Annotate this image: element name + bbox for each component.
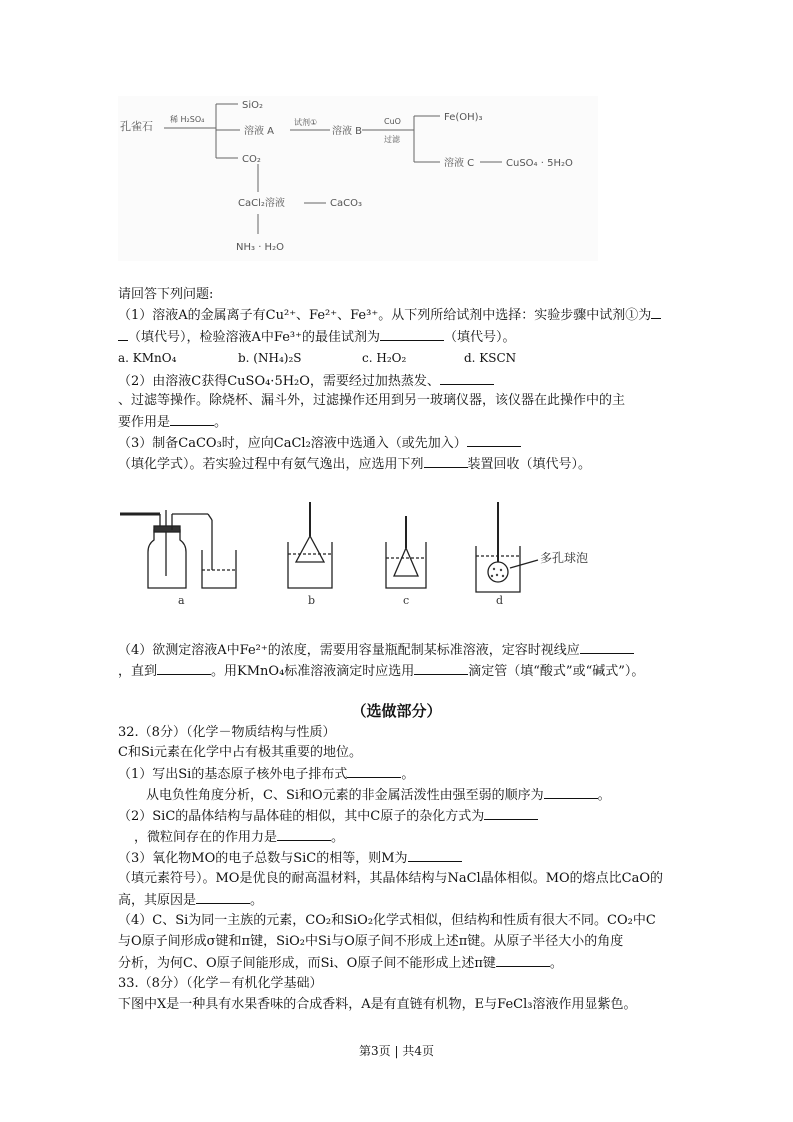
q4-text: ，直到: [118, 664, 158, 679]
q4-line2: [118, 662, 644, 680]
q32-text: ，微粒间存在的作用力是: [134, 830, 278, 845]
answer-blank[interactable]: [277, 828, 331, 841]
answer-blank[interactable]: [380, 328, 444, 341]
flow-caco3: CaCO₃: [330, 198, 362, 209]
q32-1: [118, 765, 414, 783]
q32-text: 。: [331, 830, 345, 845]
q4-text: （4）欲测定溶液A中Fe²⁺的浓度，需要用容量瓶配制某标准溶液，定容时视线应: [118, 643, 580, 658]
q3-line1: [118, 434, 521, 452]
answer-blank[interactable]: [414, 662, 468, 675]
apparatus-label-a: a: [178, 594, 185, 607]
q32-text: （3）氧化物MO的电子总数与SiC的相等，则M为: [118, 851, 408, 866]
flow-solB: 溶液 B: [332, 126, 363, 137]
q4-line1: [118, 641, 634, 659]
flow-feoh3: Fe(OH)₃: [444, 112, 483, 123]
q32-4-cont1: 与O原子间形成σ键和π键，SiO₂中Si与O原子间不形成上述π键。从原子半径大小的角度: [118, 934, 624, 949]
answer-blank[interactable]: [440, 372, 494, 385]
flow-cuo: CuO: [384, 117, 401, 126]
apparatus-label-b: b: [308, 594, 316, 607]
flow-filter: 过滤: [384, 135, 400, 144]
q1-text: （填代号），检验溶液A中Fe³⁺的最佳试剂为: [128, 330, 380, 345]
q1-text: （填代号）。: [443, 330, 516, 345]
q33-title: 33.（8分）（化学－有机化学基础）: [118, 976, 323, 991]
q2-text: 。: [214, 415, 228, 430]
flow-cuso4: CuSO₄ · 5H₂O: [506, 158, 573, 169]
prompt: 请回答下列问题:: [118, 287, 214, 302]
q4-text: 。用KMnO₄标准溶液滴定时应选用: [211, 664, 415, 679]
answer-blank[interactable]: [651, 306, 661, 319]
apparatus-label-d: d: [496, 594, 504, 607]
option-c: c. H₂O₂: [362, 351, 407, 365]
q32-4-cont2: [118, 954, 563, 972]
answer-blank[interactable]: [496, 954, 550, 967]
answer-blank[interactable]: [118, 328, 128, 341]
flow-co2: CO₂: [242, 154, 261, 165]
answer-blank[interactable]: [580, 641, 634, 654]
q32-text: （2）SiC的晶体结构与晶体硅的相似，其中C原子的杂化方式为: [118, 809, 485, 824]
q32-title: 32.（8分）（化学－物质结构与性质）: [118, 725, 336, 740]
q32-text: 高，其原因是: [118, 893, 197, 908]
apparatus-figure: [118, 500, 658, 610]
option-a: a. KMnO₄: [118, 351, 177, 365]
answer-blank[interactable]: [408, 849, 462, 862]
q2-text: 要作用是: [118, 415, 171, 430]
q32-text: 。: [250, 893, 264, 908]
q1-options: [118, 350, 516, 367]
flow-reagent-step: 试剂①: [294, 118, 318, 127]
page-footer: 第3页 | 共4页: [359, 1044, 434, 1058]
q2-text: （2）由溶液C获得CuSO₄·5H₂O，需要经过加热蒸发、: [118, 374, 440, 389]
option-b: b. (NH₄)₂S: [238, 351, 302, 365]
q32-text: 从电负性角度分析，C、Si和O元素的非金属活泼性由强至弱的顺序为: [146, 788, 544, 803]
flow-nh3: NH₃ · H₂O: [236, 242, 284, 253]
flow-cacl2: CaCl₂溶液: [238, 198, 285, 209]
q2-line1: [118, 372, 494, 390]
answer-blank[interactable]: [484, 807, 538, 820]
q32-2: [118, 807, 538, 825]
q33-intro: 下图中X是一种具有水果香味的合成香料，A是有直链有机物，E与FeCl₃溶液作用显紫色。: [118, 997, 637, 1012]
q1-text: （1）溶液A的金属离子有Cu²⁺、Fe²⁺、Fe³⁺。从下列所给试剂中选择：实验步骤中试剂①为: [118, 308, 652, 323]
q32-3-cont: （填元素符号）。MO是优良的耐高温材料，其晶体结构与NaCl晶体相似。MO的熔点比CaO的: [118, 871, 664, 886]
q32-3: [118, 849, 462, 867]
q32-text: 。: [401, 767, 415, 782]
q32-3-end: [118, 891, 263, 909]
answer-blank[interactable]: [424, 455, 468, 468]
porous-bulb-label: 多孔球泡: [540, 551, 589, 565]
flowchart-figure: [118, 96, 598, 261]
flow-reagent1: 稀 H₂SO₄: [170, 115, 205, 124]
answer-blank[interactable]: [157, 662, 211, 675]
apparatus-label-c: c: [403, 594, 410, 607]
q4-text: 滴定管（填“酸式”或“碱式”）。: [468, 664, 645, 679]
q3-text: 装置回收（填代号）。: [467, 457, 592, 472]
q32-text: （1）写出Si的基态原子核外电子排布式: [118, 767, 348, 782]
answer-blank[interactable]: [347, 765, 401, 778]
q1-line1: [118, 306, 661, 324]
q32-2-cont: [134, 828, 344, 846]
answer-blank[interactable]: [170, 413, 214, 426]
q32-1-cont: [146, 786, 611, 804]
option-d: d. KSCN: [464, 351, 517, 365]
q32-text: 分析，为何C、O原子间能形成，而Si、O原子间不能形成上述π键: [118, 956, 496, 971]
answer-blank[interactable]: [196, 891, 250, 904]
optional-heading: （选做部分）: [351, 702, 442, 720]
q32-text: 。: [597, 788, 611, 803]
flow-start: 孔雀石: [120, 120, 153, 133]
q1-line2: [118, 328, 515, 346]
flow-solA: 溶液 A: [244, 126, 275, 137]
flow-solC: 溶液 C: [444, 158, 475, 169]
q2-line2: 、过滤等操作。除烧杯、漏斗外，过滤操作还用到另一玻璃仪器，该仪器在此操作中的主: [118, 393, 626, 408]
answer-blank[interactable]: [544, 786, 598, 799]
q3-line2: [118, 455, 591, 473]
q2-line3: [118, 413, 227, 431]
q3-text: （填化学式）。若实验过程中有氨气逸出，应选用下列: [118, 457, 424, 472]
q3-text: （3）制备CaCO₃时，应向CaCl₂溶液中选通入（或先加入）: [118, 436, 467, 451]
q32-4: （4）C、Si为同一主族的元素，CO₂和SiO₂化学式相似，但结构和性质有很大不同。CO₂中C: [118, 913, 656, 928]
q32-text: 。: [549, 956, 563, 971]
answer-blank[interactable]: [467, 434, 521, 447]
q32-intro: C和Si元素在化学中占有极其重要的地位。: [118, 745, 363, 760]
flow-sio2: SiO₂: [242, 100, 264, 111]
